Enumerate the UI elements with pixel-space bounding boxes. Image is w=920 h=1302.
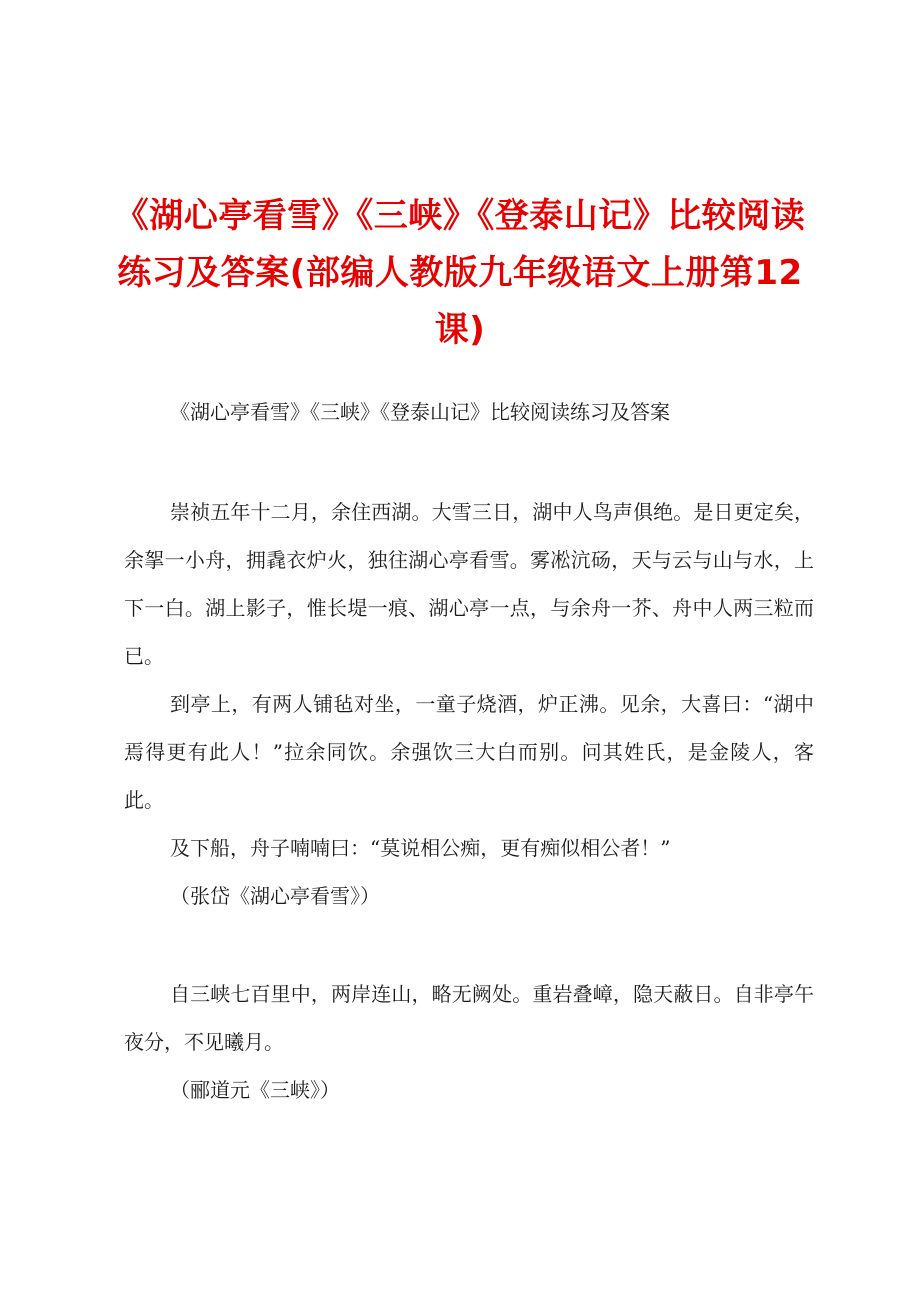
paragraph: 自三峡七百里中，两岸连山，略无阙处。重岩叠嶂，隐天蔽日。自非亭午夜分，不见曦月。	[124, 982, 814, 1054]
passage-hu-xin-ting	[124, 488, 814, 920]
passage-source: （张岱《湖心亭看雪》）	[170, 884, 380, 908]
document-title: 《湖心亭看雪》《三峡》《登泰山记》比较阅读练习及答案(部编人教版九年级语文上册第12课)	[114, 196, 806, 350]
passage-source: （郦道元《三峡》）	[170, 1078, 340, 1102]
document-subtitle: 《湖心亭看雪》《三峡》《登泰山记》比较阅读练习及答案	[170, 400, 670, 424]
paragraph: 及下船，舟子喃喃曰：“莫说相公痴，更有痴似相公者！”	[170, 836, 671, 860]
paragraph: 到亭上，有两人铺毡对坐，一童子烧酒，炉正沸。见余，大喜曰：“湖中焉得更有此人！”拉余同饮。余强饮三大白而别。问其姓氏，是金陵人，客此。	[124, 692, 814, 812]
paragraph: 崇祯五年十二月，余住西湖。大雪三日，湖中人鸟声俱绝。是日更定矣，余挐一小舟，拥毳衣炉火，独往湖心亭看雪。雾凇沆砀，天与云与山与水，上下一白。湖上影子，惟长堤一痕、湖心亭一点，与余舟一芥、舟中人两三粒而已。	[124, 500, 814, 668]
passage-san-xia	[124, 970, 814, 1114]
